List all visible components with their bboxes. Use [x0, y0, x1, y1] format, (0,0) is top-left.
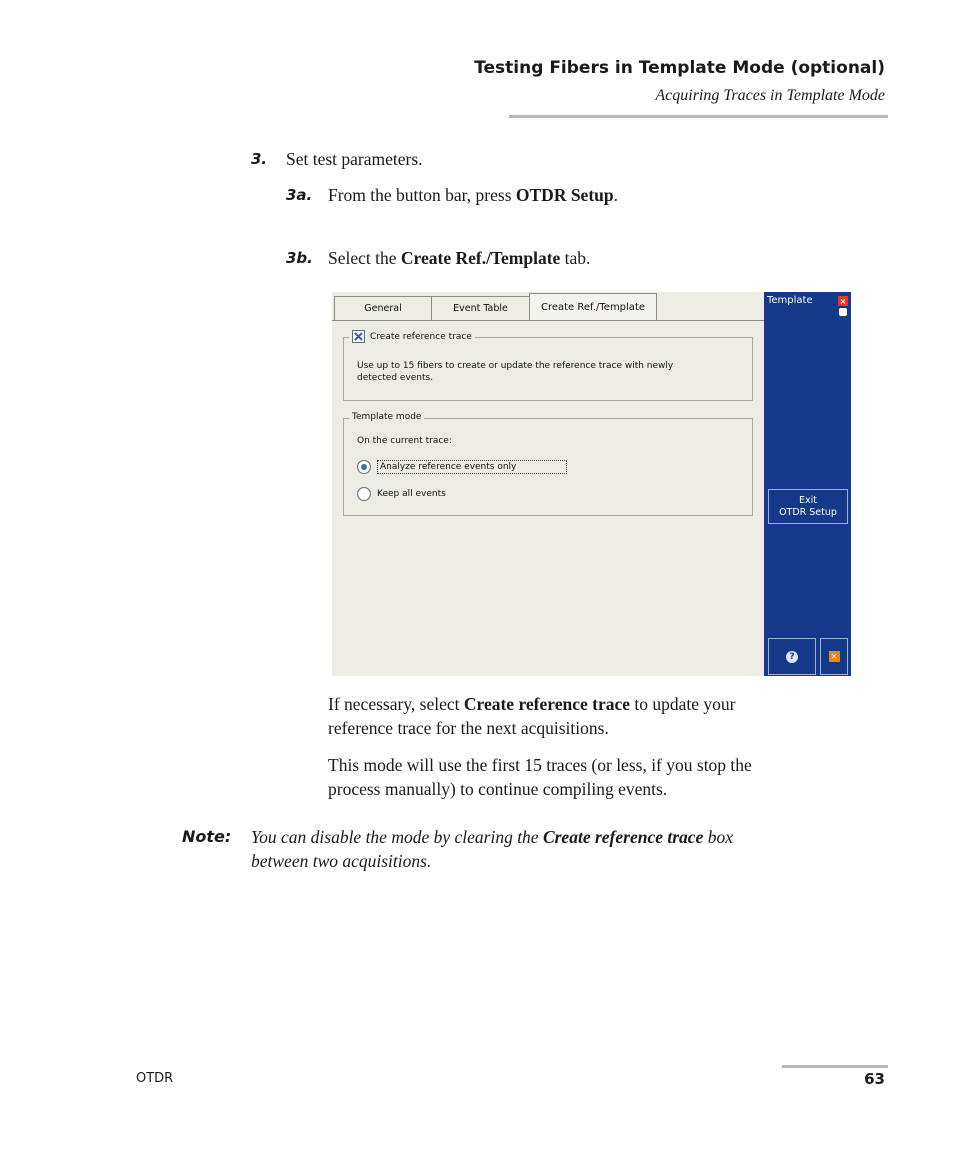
step-3b-text: Select the Create Ref./Template tab.	[328, 248, 591, 268]
keep-all-radio[interactable]	[357, 487, 371, 501]
page-number: 63	[864, 1070, 885, 1088]
create-reference-trace-checkbox[interactable]	[352, 330, 365, 343]
paragraph-mode-usage	[328, 753, 752, 801]
exit-otdr-setup-button[interactable]	[768, 489, 848, 524]
step-3a-number: 3a.	[286, 186, 313, 204]
close-icon[interactable]: ×	[839, 296, 847, 306]
reference-trace-description	[357, 360, 673, 384]
cancel-x-icon: ✕	[829, 651, 840, 662]
analyze-label[interactable]: Analyze reference events only	[377, 460, 567, 474]
step-3-text: Set test parameters.	[286, 149, 423, 169]
step-3-number: 3.	[251, 150, 268, 168]
footer-rule	[782, 1065, 888, 1068]
help-icon: ?	[786, 651, 798, 663]
tab-bar	[332, 292, 764, 320]
exit-line-1: Exit	[799, 494, 817, 506]
create-reference-trace-label[interactable]: Create reference trace	[370, 331, 472, 342]
exit-line-2: OTDR Setup	[779, 506, 837, 518]
tab-underline	[332, 320, 764, 321]
reference-trace-legend	[349, 330, 475, 343]
header-rule	[509, 115, 888, 118]
note-text: You can disable the mode by clearing the Create reference trace box between two acquisitions.	[251, 827, 733, 871]
keep-all-label[interactable]: Keep all events	[377, 489, 446, 499]
step-3b-number: 3b.	[286, 249, 313, 267]
cancel-button[interactable]	[820, 638, 848, 675]
otdr-setup-screenshot	[332, 292, 851, 676]
template-side-panel	[764, 292, 851, 676]
template-mode-caption: On the current trace:	[357, 436, 452, 446]
radio-option-analyze[interactable]	[357, 460, 567, 474]
paragraph-create-reference: If necessary, select Create reference trace to update your reference trace for the next acquisitions.	[328, 694, 736, 738]
tab-event-table[interactable]: Event Table	[431, 296, 530, 320]
running-header-title: Testing Fibers in Template Mode (optional)	[474, 58, 885, 78]
paragraph-2-line-2: process manually) to continue compiling events.	[328, 779, 668, 799]
side-panel-title: Template	[767, 295, 813, 306]
description-line-2: detected events.	[357, 373, 434, 383]
paragraph-1-line-2: reference trace for the next acquisitions.	[328, 718, 609, 738]
note-label: Note:	[182, 827, 232, 846]
template-mode-legend: Template mode	[349, 412, 424, 422]
radio-selected-dot	[361, 464, 367, 470]
analyze-radio[interactable]	[357, 460, 371, 474]
tab-create-ref-template[interactable]: Create Ref./Template	[529, 293, 657, 321]
footer-product: OTDR	[136, 1071, 174, 1086]
running-header-subtitle: Acquiring Traces in Template Mode	[655, 87, 885, 104]
check-x-icon	[354, 332, 363, 341]
help-button[interactable]	[768, 638, 816, 675]
paragraph-2-line-1: This mode will use the first 15 traces (or less, if you stop the	[328, 755, 752, 775]
radio-option-keep-all[interactable]	[357, 487, 446, 501]
step-3a-text: From the button bar, press OTDR Setup.	[328, 185, 618, 205]
note-line-2: between two acquisitions.	[251, 851, 432, 871]
hand-icon	[839, 308, 847, 316]
description-line-1: Use up to 15 fibers to create or update the reference trace with newly	[357, 361, 674, 371]
tab-general[interactable]: General	[334, 296, 432, 320]
